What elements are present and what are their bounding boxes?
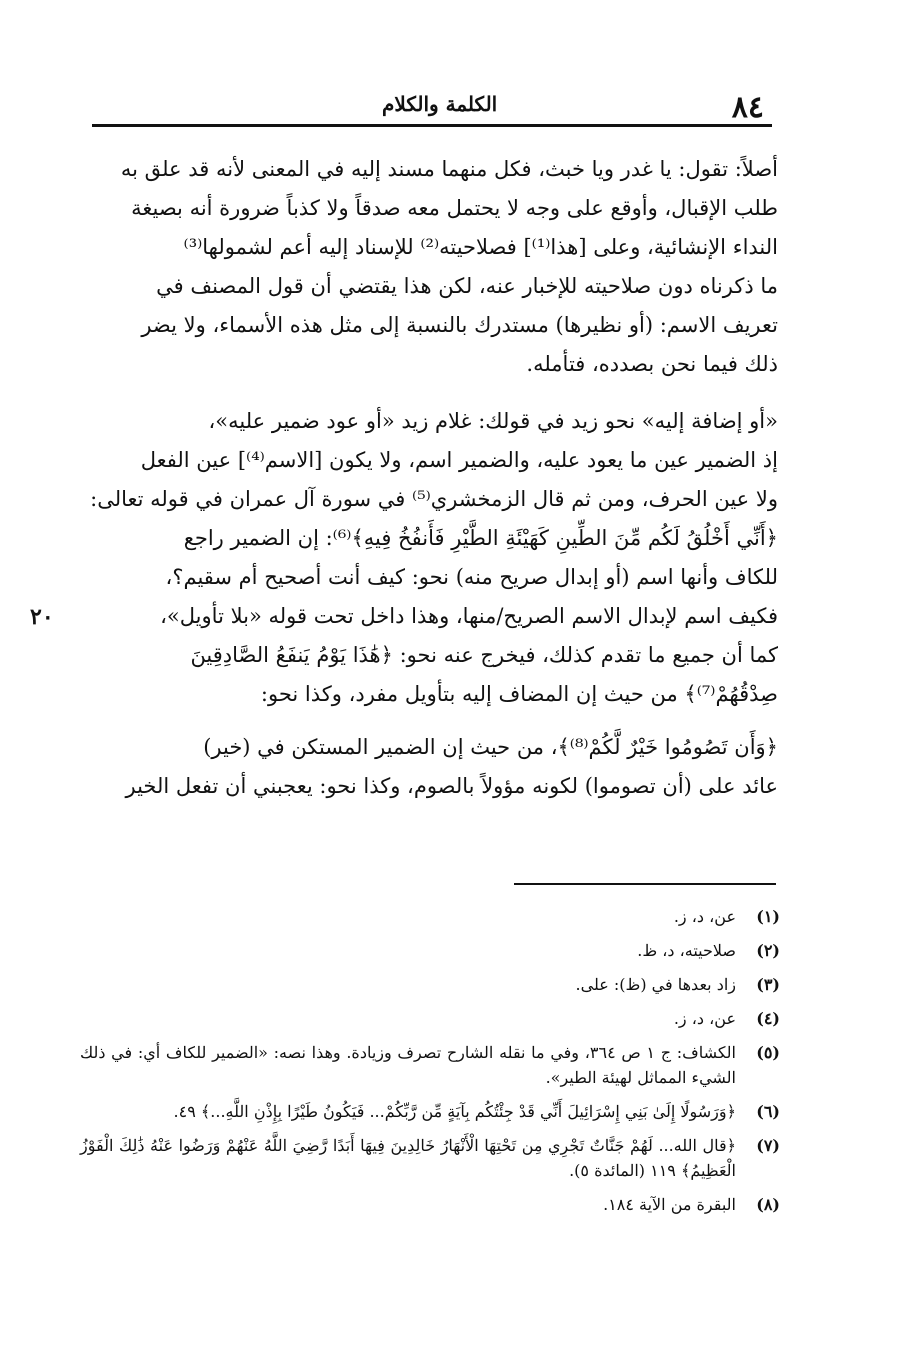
footnote-text: صلاحيته، د، ظ. xyxy=(637,941,736,960)
text-line: للكاف وأنها اسم (أو إبدال صريح منه) نحو: كيف أنت أصحيح أم سقيم؟، xyxy=(165,565,778,589)
text-line: النداء الإنشائية، وعلى [هذا⁽¹⁾] فصلاحيته⁽²⁾ للإسناد إليه أعم لشمولها⁽³⁾ xyxy=(183,235,778,259)
footnote xyxy=(80,904,780,929)
footnote-text: الكشاف: ج ١ ص ٣٦٤، وفي ما نقله الشارح تصرف وزيادة. وهذا نصه: «الضمير للكاف أي: في ذلك الشيء المماثل لهيئة الطير». xyxy=(80,1043,736,1087)
text-line: صِدْقُهُمْ⁽⁷⁾﴾ من حيث إن المضاف إليه بتأويل مفرد، وكذا نحو: xyxy=(260,682,778,706)
footnote-number: (٨) xyxy=(756,1195,780,1214)
footnote xyxy=(80,1099,780,1124)
footnote xyxy=(80,1040,780,1090)
running-title: الكلمة والكلام xyxy=(382,92,498,116)
footnote-number: (٥) xyxy=(756,1043,780,1062)
footnote-number: (٣) xyxy=(756,975,780,994)
text-line: ذلك فيما نحن بصدده، فتأمله. xyxy=(526,352,778,376)
footnote xyxy=(80,938,780,963)
footnote-number: (٧) xyxy=(756,1136,780,1155)
footnote-text: ﴿وَرَسُولًا إِلَىٰ بَنِي إِسْرَائِيلَ أَنِّي قَدْ جِئْتُكُم بِآيَةٍ مِّن رَّبِّكُمْ... فَيَكُونُ طَيْرًا بِإِذْنِ اللَّهِ...﴾ ٤٩. xyxy=(173,1102,736,1121)
text-line: كما أن جميع ما تقدم كذلك، فيخرج عنه نحو: ﴿هَٰذَا يَوْمُ يَنفَعُ الصَّادِقِينَ xyxy=(190,643,778,667)
footnote-number: (٢) xyxy=(756,941,780,960)
footnote-number: (٦) xyxy=(756,1102,780,1121)
text-line: تعريف الاسم: (أو نظيرها) مستدرك بالنسبة إلى مثل هذه الأسماء، ولا يضر xyxy=(141,313,778,337)
text-line: فكيف اسم لإبدال الاسم الصريح/منها، وهذا داخل تحت قوله «بلا تأويل»، xyxy=(160,604,778,628)
text-line: ﴿أَنِّي أَخْلُقُ لَكُم مِّنَ الطِّينِ كَهَيْئَةِ الطَّيْرِ فَأَنفُخُ فِيهِ﴾⁽⁶⁾: إن الضمير راجع xyxy=(183,526,778,550)
text-line: ﴿وَأَن تَصُومُوا خَيْرٌ لَّكُمْ⁽⁸⁾﴾، من حيث إن الضمير المستكن في (خير) xyxy=(203,735,778,759)
footnote-number: (٤) xyxy=(756,1009,780,1028)
page-header xyxy=(92,88,772,127)
main-text xyxy=(90,150,778,806)
text-line: ولا عين الحرف، ومن ثم قال الزمخشري⁽⁵⁾ في سورة آل عمران في قوله تعالى: xyxy=(90,487,778,511)
footnote-text: البقرة من الآية ١٨٤. xyxy=(603,1195,736,1214)
footnote-text: زاد بعدها في (ظ): على. xyxy=(575,975,736,994)
text-line: إذ الضمير عين ما يعود عليه، والضمير اسم، ولا يكون [الاسم⁽⁴⁾] عين الفعل xyxy=(140,448,778,472)
footnote-number: (١) xyxy=(756,907,780,926)
text-line: عائد على (أن تصوموا) لكونه مؤولاً بالصوم، وكذا نحو: يعجبني أن تفعل الخير xyxy=(125,774,778,798)
footnotes xyxy=(80,904,780,1226)
footnote xyxy=(80,1133,780,1183)
footnote xyxy=(80,1192,780,1217)
footnote xyxy=(80,1006,780,1031)
footnote-separator xyxy=(514,883,776,885)
footnote-text: ﴿قال الله... لَهُمْ جَنَّاتٌ تَجْرِي مِن تَحْتِهَا الْأَنْهَارُ خَالِدِينَ فِيهَا أَبَدًا رَّضِيَ اللَّهُ عَنْهُمْ وَرَضُوا عَنْهُ ذَٰلِكَ الْفَوْزُ الْعَظِيمُ﴾ ١١٩ (المائدة ٥). xyxy=(80,1136,736,1180)
footnote xyxy=(80,972,780,997)
footnote-text: عن، د، ز. xyxy=(673,907,736,926)
text-line: طلب الإقبال، وأوقع على وجه لا يحتمل معه صدقاً ولا كذباً ضرورة أنه بصيغة xyxy=(131,196,778,220)
text-line: أصلاً: تقول: يا غدر ويا خبث، فكل منهما مسند إليه في المعنى لأنه قد علق به xyxy=(120,157,778,181)
margin-line-number: ٢٠ xyxy=(30,604,54,630)
text-line: ما ذكرناه دون صلاحيته للإخبار عنه، لكن هذا يقتضي أن قول المصنف في xyxy=(156,274,778,298)
text-line: «أو إضافة إليه» نحو زيد في قولك: غلام زيد «أو عود ضمير عليه»، xyxy=(208,409,778,433)
footnote-text: عن، د، ز. xyxy=(673,1009,736,1028)
page-number: ٨٤ xyxy=(731,90,764,125)
